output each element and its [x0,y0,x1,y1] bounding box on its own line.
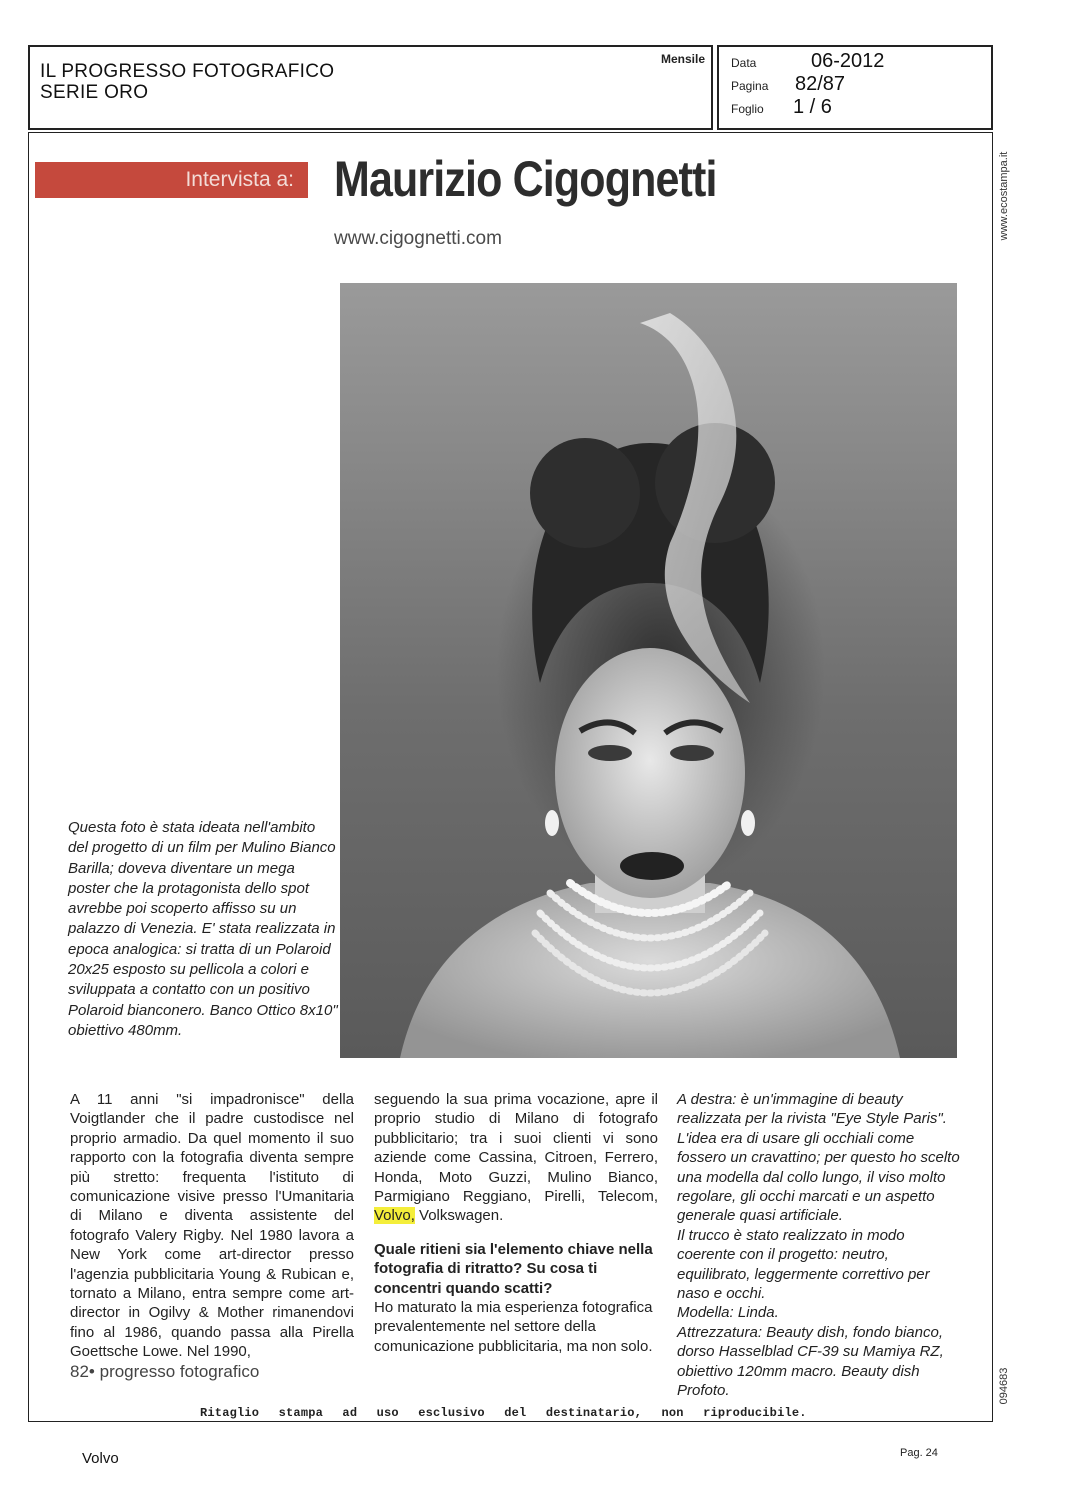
body-column-3 [677,1090,961,1401]
interview-answer: Ho maturato la mia esperienza fotografica prevalentemente nel settore della comunicazione pubblicitaria, ma non solo. [374,1299,653,1355]
client-list-end: Volkswagen. [414,1207,504,1225]
pagina-label: Pagina [731,79,769,93]
model-credit: Modella: Linda. [677,1304,779,1322]
client-list-text: seguendo la sua prima vocazione, apre il proprio studio di Milano di fotografo pubblicitario; tra i suoi clienti vi sono aziende come Cassina, Citroen, Ferrero, Honda, Moto Guzzi, Mulino Bianco, Parmigiano Reggiano, Pirelli, Telecom, [374,1091,658,1206]
interview-question: Quale ritieni sia l'elemento chiave nella fotografia di ritratto? Su cosa ti concentri quando scatti? [374,1240,653,1297]
interview-band: Intervista a: [35,162,308,198]
page-reference: Pag. 24 [900,1447,938,1459]
right-photo-caption: A destra: è un'immagine di beauty realizzata per la rivista "Eye Style Paris". L'idea era di usare gli occhiali come fossero un cravattino; per questo ho scelto una modella dal collo lungo, il viso molto regolare, gli occhi marcati e un aspetto generale quasi artificiale. [677,1091,960,1225]
foglio-label: Foglio [731,102,764,116]
client-name: Volvo [82,1450,119,1467]
photo-caption: Questa foto è stata ideata nell'ambito del progetto di un film per Mulino Bianco Barilla; doveva diventare un mega poster che la protagonista dello spot avrebbe poi scoperto affisso su un palazzo di Venezia. E' stata realizzata in epoca analogica: si tratta di un Polaroid 20x25 esposto su pellicola a colori e sviluppata a contatto con un positivo Polaroid bianconero. Banco Ottico 8x10" obiettivo 480mm. [68,819,338,1039]
makeup-note: Il trucco è stato realizzato in modo coerente con il progetto: neutro, equilibrato, leggermente correttivo per naso e occhi. [677,1226,930,1303]
article-title: Maurizio Cigognetti [334,151,717,207]
highlighted-client: Volvo, [374,1207,415,1225]
data-label: Data [731,56,757,70]
frequency-label: Mensile [660,52,705,66]
website-link[interactable]: www.cigognetti.com [334,228,502,249]
publication-header-box [28,45,713,130]
data-value: 06-2012 [811,50,885,72]
magazine-name: progresso fotografico [99,1362,260,1381]
footer-bullet: • [88,1362,95,1381]
issue-meta-box [717,45,993,130]
column-2-intro [374,1090,658,1226]
side-site-label: www.ecostampa.it [998,151,1010,241]
disclaimer: Ritaglio stampa ad uso esclusivo del destinatario, non riproducibile. [200,1406,807,1420]
side-code-label: 094683 [998,1367,1010,1405]
publication-series: SERIE ORO [40,82,149,103]
portrait-photo [340,283,957,1058]
equipment-credit: Attrezzatura: Beauty dish, fondo bianco, dorso Hasselblad CF-39 su Mamiya RZ, obiettivo 120mm macro. Beauty dish Profoto. [677,1323,944,1400]
body-column-1: A 11 anni "si impadronisce" della Voigtlander che il padre custodisce nel proprio armadio. Da quel momento il suo rapporto con la fotografia diventa sempre più stretto: frequenta l'istituto di comunicazione visive presso l'Umanitaria di Milano e diventa assistente del fotografo Valery Rigby. Nel 1980 lavora a New York come art-director presso l'agenzia pubblicitaria Young & Rubican e, tornato a Milano, entra sempre come art-director in Ogilvy & Mother rimanendovi fino al 1986, quando passa alla Pirella Goettsche Lowe. Nel 1990, [70,1091,354,1361]
foglio-value: 1 / 6 [793,96,832,118]
page-footer [70,1362,259,1382]
portrait-illustration [340,283,957,1058]
body-column-2 [374,1090,658,1356]
publication-name: IL PROGRESSO FOTOGRAFICO [40,61,335,82]
pagina-value: 82/87 [795,73,846,95]
page-number: 82 [70,1362,89,1381]
